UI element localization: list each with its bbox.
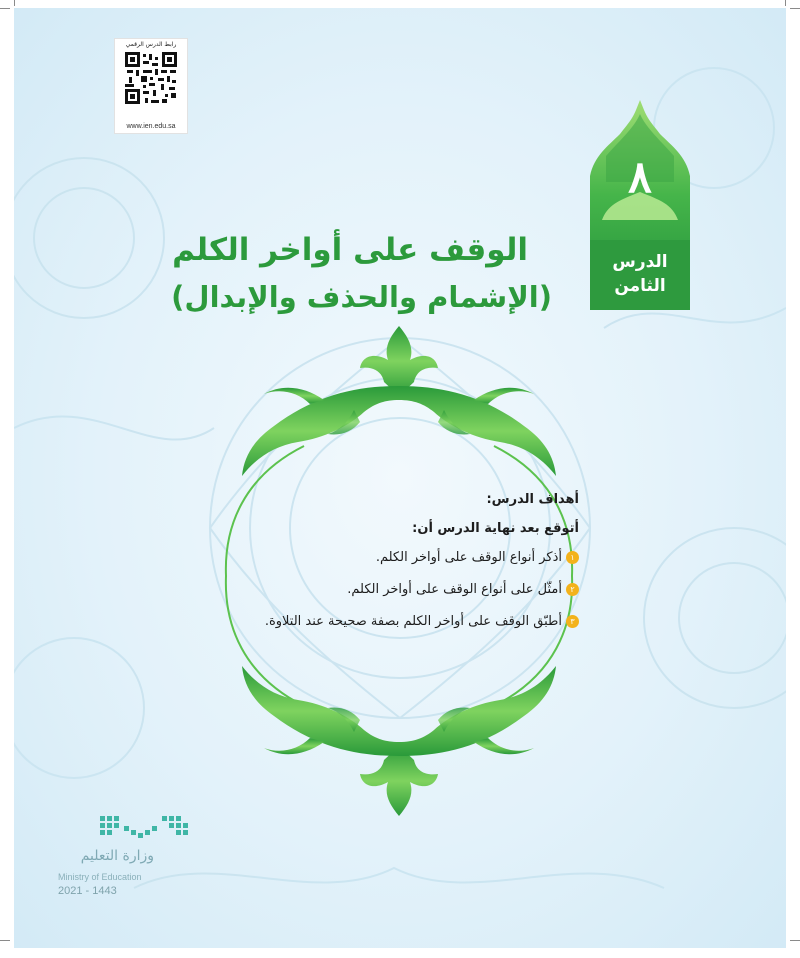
number-circle-icon: ٢ [566,583,579,596]
number-circle-icon: ٣ [566,615,579,628]
qr-code-icon [125,52,177,104]
lesson-label: الدرس [612,252,668,272]
lesson-goals [229,492,579,646]
ministry-dots-icon [100,814,194,844]
qr-caption: رابط الدرس الرقمي [125,41,177,48]
crop-mark [0,8,10,9]
goal-text: أذكر أنواع الوقف على أواخر الكلم. [375,550,562,565]
crop-mark [14,0,15,6]
crop-mark [785,0,786,6]
lesson-subtitle: (الإشمام والحذف والإبدال) [171,280,552,314]
crop-mark [790,940,800,941]
lesson-badge [590,100,690,310]
ministry-name-en: Ministry of Education [58,872,142,882]
goal-item [229,550,579,565]
crop-mark [790,8,800,9]
goal-text: أطبّق الوقف على أواخر الكلم بصفة صحيحة عند التلاوة. [264,614,562,629]
book-page [14,8,786,948]
qr-code-box[interactable] [114,38,188,134]
goals-intro: أتوقع بعد نهاية الدرس أن: [412,521,579,536]
goals-heading: أهداف الدرس: [486,492,579,507]
crop-mark [0,940,10,941]
goal-item [229,582,579,597]
ministry-name-ar: وزارة التعليم [80,848,154,864]
number-circle-icon: ١ [566,551,579,564]
qr-url[interactable]: www.ien.edu.sa [126,123,176,130]
goal-text: أمثّل على أنواع الوقف على أواخر الكلم. [347,582,562,597]
goal-item [229,614,579,629]
lesson-ordinal: الثامن [614,276,666,296]
lesson-title: الوقف على أواخر الكلم [172,232,528,268]
ministry-logo [58,814,208,904]
edition-year: 2021 - 1443 [58,885,117,897]
lesson-number: ٨ [628,152,652,203]
